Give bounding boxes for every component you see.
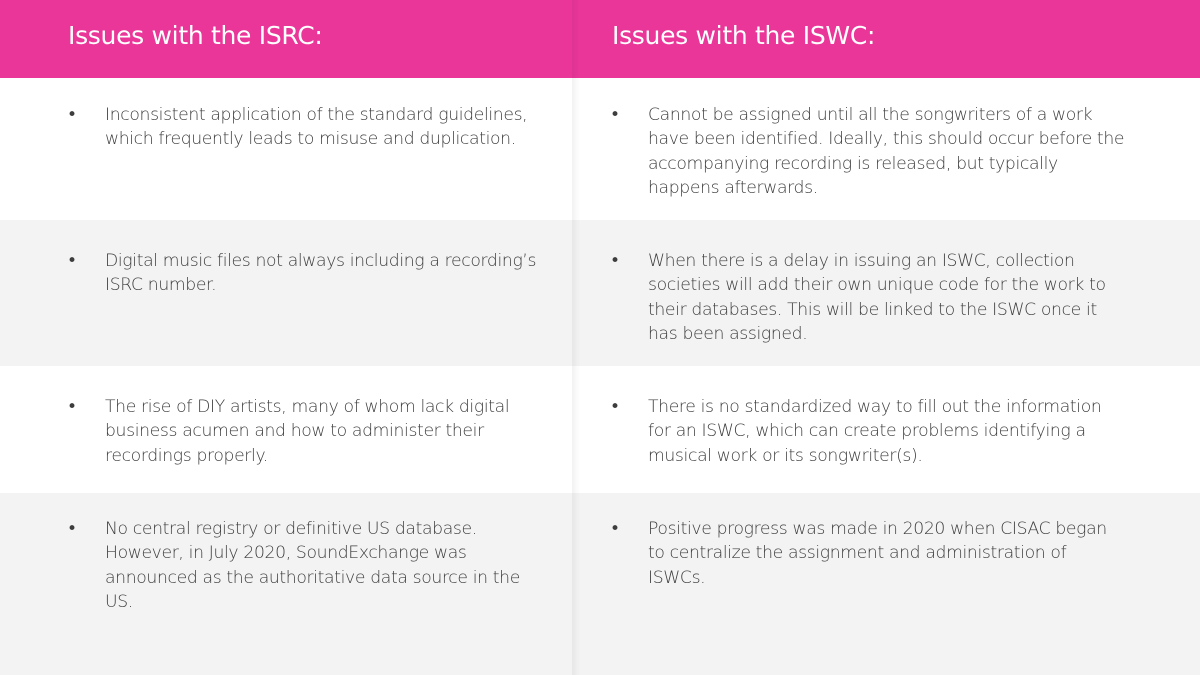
bullet-icon: • [67, 397, 78, 417]
bullet-icon: • [67, 519, 78, 539]
list-item-text: Positive progress was made in 2020 when CISAC began to centralize the assignment and administration of ISWCs. [648, 519, 1107, 588]
list-item-text: Digital music files not always including a recording’s ISRC number. [105, 251, 537, 296]
iswc-title: Issues with the ISWC: [612, 20, 876, 50]
list-item [572, 78, 1200, 220]
bullet-icon: • [67, 251, 78, 271]
iswc-list [572, 78, 1200, 675]
bullet-icon: • [610, 519, 621, 539]
isrc-title: Issues with the ISRC: [68, 20, 323, 50]
list-item-text: There is no standardized way to fill out the information for an ISWC, which can create problems identifying a musical work or its songwriter(s). [648, 397, 1102, 466]
list-item [0, 220, 572, 366]
list-item [0, 78, 572, 220]
list-item [0, 366, 572, 493]
iswc-header [572, 0, 1200, 78]
list-item-text: No central registry or definitive US database. However, in July 2020, SoundExchange was announced as the authoritative data source in the US. [105, 519, 520, 612]
isrc-column [0, 0, 572, 675]
bullet-icon: • [610, 105, 621, 125]
isrc-header [0, 0, 572, 78]
list-item-text: Cannot be assigned until all the songwriters of a work have been identified. Ideally, this should occur before the accompanying recording is released, but typically happens afterwards. [648, 105, 1125, 198]
list-item [572, 493, 1200, 675]
list-item [0, 493, 572, 675]
list-item-text: The rise of DIY artists, many of whom lack digital business acumen and how to administer their recordings properly. [105, 397, 510, 466]
isrc-list [0, 78, 572, 675]
bullet-icon: • [67, 105, 78, 125]
list-item-text: Inconsistent application of the standard guidelines, which frequently leads to misuse and duplication. [105, 105, 528, 150]
iswc-column [572, 0, 1200, 675]
list-item-text: When there is a delay in issuing an ISWC, collection societies will add their own unique code for the work to their databases. This will be linked to the ISWC once it has been assigned. [648, 251, 1106, 344]
bullet-icon: • [610, 397, 621, 417]
list-item [572, 366, 1200, 493]
list-item [572, 220, 1200, 366]
bullet-icon: • [610, 251, 621, 271]
